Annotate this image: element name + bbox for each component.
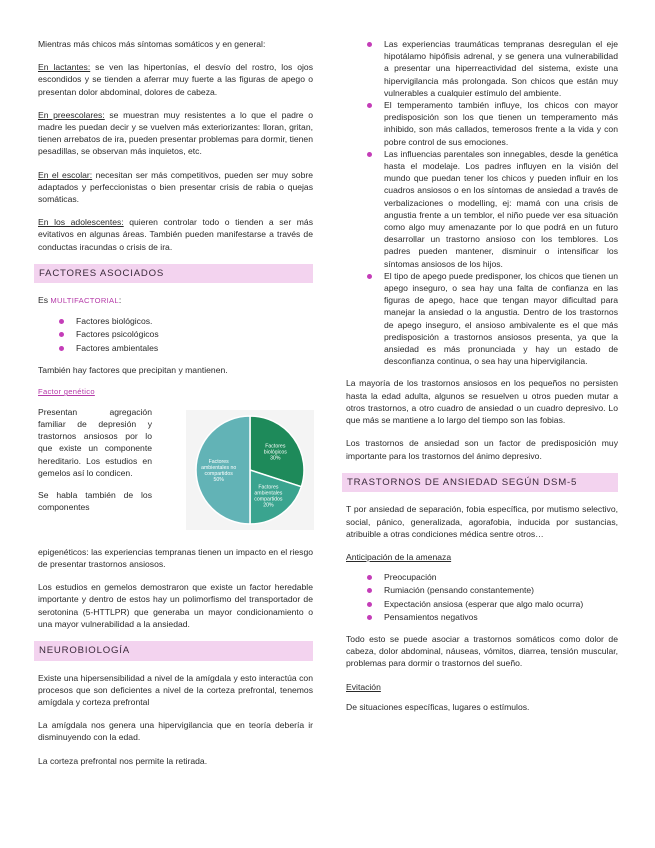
list-item: Factores biológicos. — [38, 315, 313, 327]
preescolares-text: se muestran muy resistentes a lo que el padre o madre les puedan decir y se vuelven más exteriorizantes: lloran, gritan, tienen arrebatos de ira, pueden presentar problemas para dormir, tienen pesadillas, se observan más inquietos, etc. — [38, 109, 313, 157]
epigeneticos-paragraph: epigenéticos: las experiencias tempranas tienen un impacto en el riesgo de presentar trastornos ansiosos. — [38, 546, 313, 570]
factors-bullet-list — [346, 38, 618, 367]
preescolares-paragraph — [38, 109, 313, 158]
es-text: Es — [38, 295, 51, 306]
list-item: Expectación ansiosa (esperar que algo malo ocurra) — [346, 598, 618, 610]
heading-dsm5: TRASTORNOS DE ANSIEDAD SEGÚN DSM-5 — [342, 473, 618, 493]
neuro-paragraph-3: La corteza prefrontal nos permite la retirada. — [38, 755, 208, 766]
list-item: Rumiación (pensando constantemente) — [346, 584, 618, 596]
adolescentes-label: En los adolescentes: — [38, 217, 124, 228]
right-column — [346, 0, 618, 724]
preescolares-label: En preescolares: — [38, 109, 105, 120]
list-item: Pensamientos negativos — [346, 611, 618, 623]
lactantes-label: En lactantes: — [38, 62, 91, 73]
somaticos-paragraph: Todo esto se puede asociar a trastornos somáticos como dolor de cabeza, dolor abdominal, náuseas, vómitos, diarrea, tensión muscular, problemas para dormir o trastornos del sueño. — [346, 633, 618, 669]
list-item: Preocupación — [346, 571, 618, 583]
anticipacion-subheading: Anticipación de la amenaza — [346, 551, 452, 562]
precipitan-paragraph: También hay factores que precipitan y mantienen. — [38, 364, 228, 375]
predisposicion-paragraph: Los trastornos de ansiedad son un factor de predisposición muy importante para los trastornos del ánimo depresivo. — [346, 438, 618, 461]
evitacion-subheading: Evitación — [346, 681, 381, 692]
pie-chart-svg — [186, 410, 314, 530]
pie-label-no-compartidos: Factores ambientales no compartidos 50% — [201, 458, 237, 483]
heading-neurobiologia: NEUROBIOLOGÍA — [34, 641, 313, 661]
amenaza-list — [346, 571, 618, 623]
left-column — [38, 0, 313, 778]
mayoria-paragraph: La mayoría de los trastornos ansiosos en los pequeños no persisten hasta la edad adulta, algunos se resuelven u otros pueden mutar a otros trastornos, a otro cuadro de ansiedad o un cuadro depresivo. Lo que más se mantiene a lo largo del tiempo son las fobias. — [346, 378, 618, 426]
pie-label-compartidos: Factores ambientales compartidos 20% — [254, 484, 283, 509]
list-item: Factores psicológicos — [38, 328, 313, 340]
genetic-section — [38, 406, 313, 546]
pie-chart — [186, 410, 314, 530]
neuro-paragraph-1: Existe una hipersensibilidad a nivel de la amígdala y esto interactúa con procesos que son deficientes a nivel de la corteza prefrontal, tenemos amígdala y corteza prefrontal — [38, 672, 313, 708]
escolar-text: necesitan ser más competitivos, pueden ser muy sobre adaptados y perfeccionistas o bien presentar crisis de rabia o quejas somáticas. — [38, 169, 313, 205]
lactantes-text: se ven las hipertonías, el desvío del rostro, los ojos escondidos y se tienden a aferrar muy fuerte a las figuras de apego o presentan dolor abdominal, dolores de cabeza. — [38, 62, 313, 97]
escolar-label: En el escolar: — [38, 169, 93, 180]
colon-text: : — [118, 295, 122, 306]
dsm-paragraph: T por ansiedad de separación, fobia específica, por mutismo selectivo, social, pánico, generalizada, agorafobia, inducida por sustancias, atribuible a otras condiciones médica sentre otros… — [346, 504, 618, 539]
factores-list — [38, 315, 313, 354]
factor-genetico-subheading: Factor genético — [38, 387, 95, 397]
genetic-paragraph-2: Se habla también de los componentes — [38, 490, 152, 513]
heading-factores-asociados: FACTORES ASOCIADOS — [34, 264, 313, 284]
list-item: El tipo de apego puede predisponer, los chicos que tienen un apego inseguro, o sea hay una falta de confianza en las figuras de apego, hace que tengan mayor dificultad para manejar la ansiedad o la angustia. Dentro de los trastornos de apego inseguro, el ansioso ambivalente es el que más predisposición a trastornos ansiosos presenta, ya que la ansiedad es más pronunciada y hay un estado de desconfianza continua, o sea hay una hipervigilancia. — [346, 270, 618, 368]
multifactorial-line — [38, 294, 313, 307]
list-item: Las influencias parentales son innegables, desde la genética hasta el modelaje. Los padres influyen en la visión del mundo que puedan tener los chicos y pueden influir en los cuadros ansiosos o en los síntomas de ansiedad a través de verbalizaciones o modelling, ej: mamá con una crisis de angustia frente a un temblor, el niño puede ver esa situación como algo muy amenazante por lo que podrá en un futuro desarrollar un trastorno ansioso con los temblores. Los padres pueden mantener, disminuir o intensificar los síntomas ansiosos de los hijos. — [346, 148, 618, 270]
genetic-paragraph: Presentan agregación familiar de depresión y trastornos ansiosos por lo que existe un componente hereditario. Los estudios en gemelos así lo condicen. — [38, 406, 152, 478]
adolescentes-paragraph — [38, 216, 313, 253]
gemelos-paragraph: Los estudios en gemelos demostraron que existe un factor heredable importante y dentro de estos hay un polimorfismo del transportador de serotonina (5-HTTLPR) que generaba un mayor condicionamiento o una mayor vulnerabilidad a la ansiedad. — [38, 582, 313, 629]
list-item: Factores ambientales — [38, 342, 313, 354]
intro-paragraph: Mientras más chicos más síntomas somáticos y en general: — [38, 39, 266, 49]
neuro-paragraph-2: La amígdala nos genera una hipervigilancia que en teoría debería ir disminuyendo con la edad. — [38, 720, 313, 743]
genetic-text-block — [38, 406, 152, 514]
list-item: El temperamento también influye, los chicos con mayor predisposición son los que tienen un temperamento más inhibido, son más callados, temerosos frente a la vida y con pobre control de sus emociones. — [346, 99, 618, 148]
lactantes-paragraph — [38, 61, 313, 98]
adolescentes-text: quieren controlar todo o tienden a ser más evitativos en algunas áreas. También pueden manifestarse a través de conductas iracundas o crisis de ira. — [38, 217, 313, 252]
evitacion-paragraph: De situaciones específicas, lugares o estímulos. — [346, 701, 530, 712]
escolar-paragraph — [38, 169, 313, 206]
list-item: Las experiencias traumáticas tempranas desregulan el eje hipotálamo hipófisis adrenal, y se genera una vulnerabilidad a presentar una hiperreactividad del sistema, existe una hipervigilancia más prolongada. Son chicos que están muy vulnerables a cualquier estímulo del ambiente. — [346, 38, 618, 99]
pie-label-biologicos: Factores biológicos 30% — [263, 443, 287, 462]
multifactorial-term: MULTIFACTORIAL — [50, 296, 119, 306]
